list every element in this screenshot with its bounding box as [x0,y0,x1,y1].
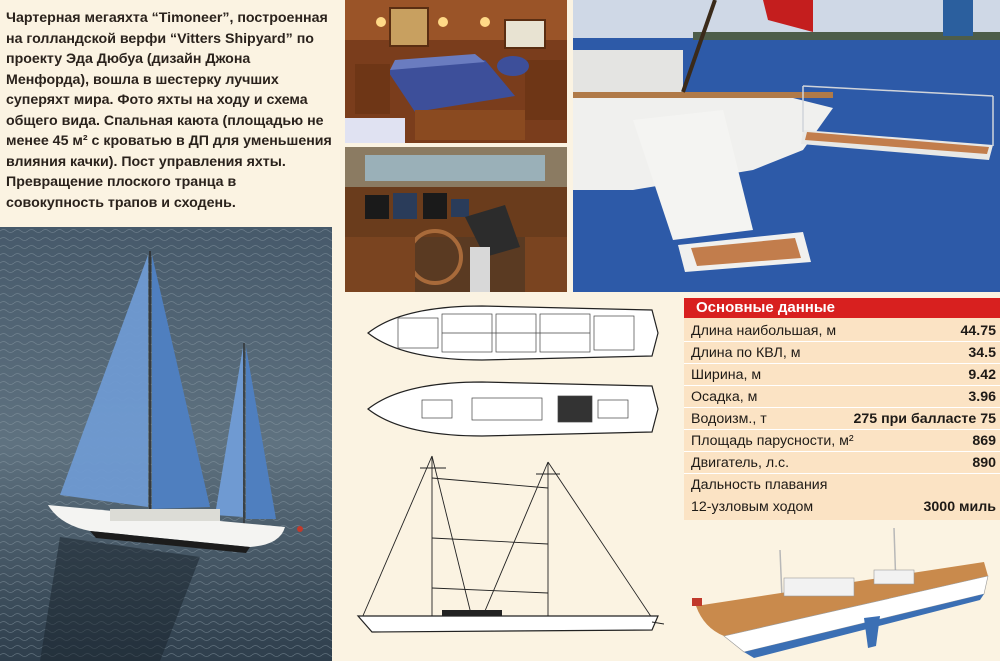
spec-label: Длина наибольшая, м [691,323,837,339]
spec-label: Длина по КВЛ, м [691,345,801,361]
helm-illustration [345,147,567,292]
spec-label: Ширина, м [691,367,762,383]
yacht-sailing-illustration [0,227,332,661]
bedroom-cabin-photo [345,0,567,143]
photo-caption: Чартерная мегаяхта “Timoneer”, построенная на голландской верфи “Vitters Shipyard” по проекту Эда Дюбуа (дизайн Джона Менфорда), вошла в шестерку лучших суперяхт мира. Фото яхты на ходу и схема общего вида. Спальная каюта (площадью не менее 45 м² с кроватью в ДП для уменьшения влияния качки). Пост управления яхты. Превращение плоского транца в совокупность трапов и сходень. [6,10,332,211]
spec-label: Дальность плавания [691,477,828,493]
spec-row-range-speed [684,496,1000,518]
spec-value: 869 [972,433,996,449]
spec-row-waterline-length [684,342,1000,364]
spec-label: Двигатель, л.с. [691,455,790,471]
spec-row-range [684,474,1000,496]
specifications-table [684,298,1000,520]
spec-label: 12-узловым ходом [691,499,814,515]
spec-value: 9.42 [968,367,996,383]
transom-gangway-photo [573,0,1000,292]
yacht-sailing-photo [0,227,332,661]
spec-label: Водоизм., т [691,411,767,427]
spec-row-length-overall [684,320,1000,342]
deck-plan-upper [362,300,662,366]
spec-value: 44.75 [960,323,996,339]
helm-station-photo [345,147,567,292]
spec-label: Осадка, м [691,389,758,405]
specs-title: Основные данные [684,298,1000,318]
spec-row-sail-area [684,430,1000,452]
spec-value: 890 [972,455,996,471]
spec-label: Площадь парусности, м² [691,433,854,449]
spec-row-draft [684,386,1000,408]
spec-row-beam [684,364,1000,386]
spec-row-engine [684,452,1000,474]
sail-plan-drawing [352,448,664,648]
deck-plan-upper-drawing [362,300,662,366]
spec-value: 3.96 [968,389,996,405]
yacht-rendering-illustration [684,528,1000,661]
transom-illustration [573,0,1000,292]
sail-plan-illustration [352,448,664,648]
spec-value: 3000 миль [923,499,996,515]
deck-plan-main [362,378,662,440]
spec-row-displacement [684,408,1000,430]
spec-value: 275 при балласте 75 [853,411,996,427]
spec-value: 34.5 [968,345,996,361]
cabin-illustration [345,0,567,143]
yacht-3d-rendering [684,528,1000,661]
deck-plan-main-drawing [362,378,662,440]
